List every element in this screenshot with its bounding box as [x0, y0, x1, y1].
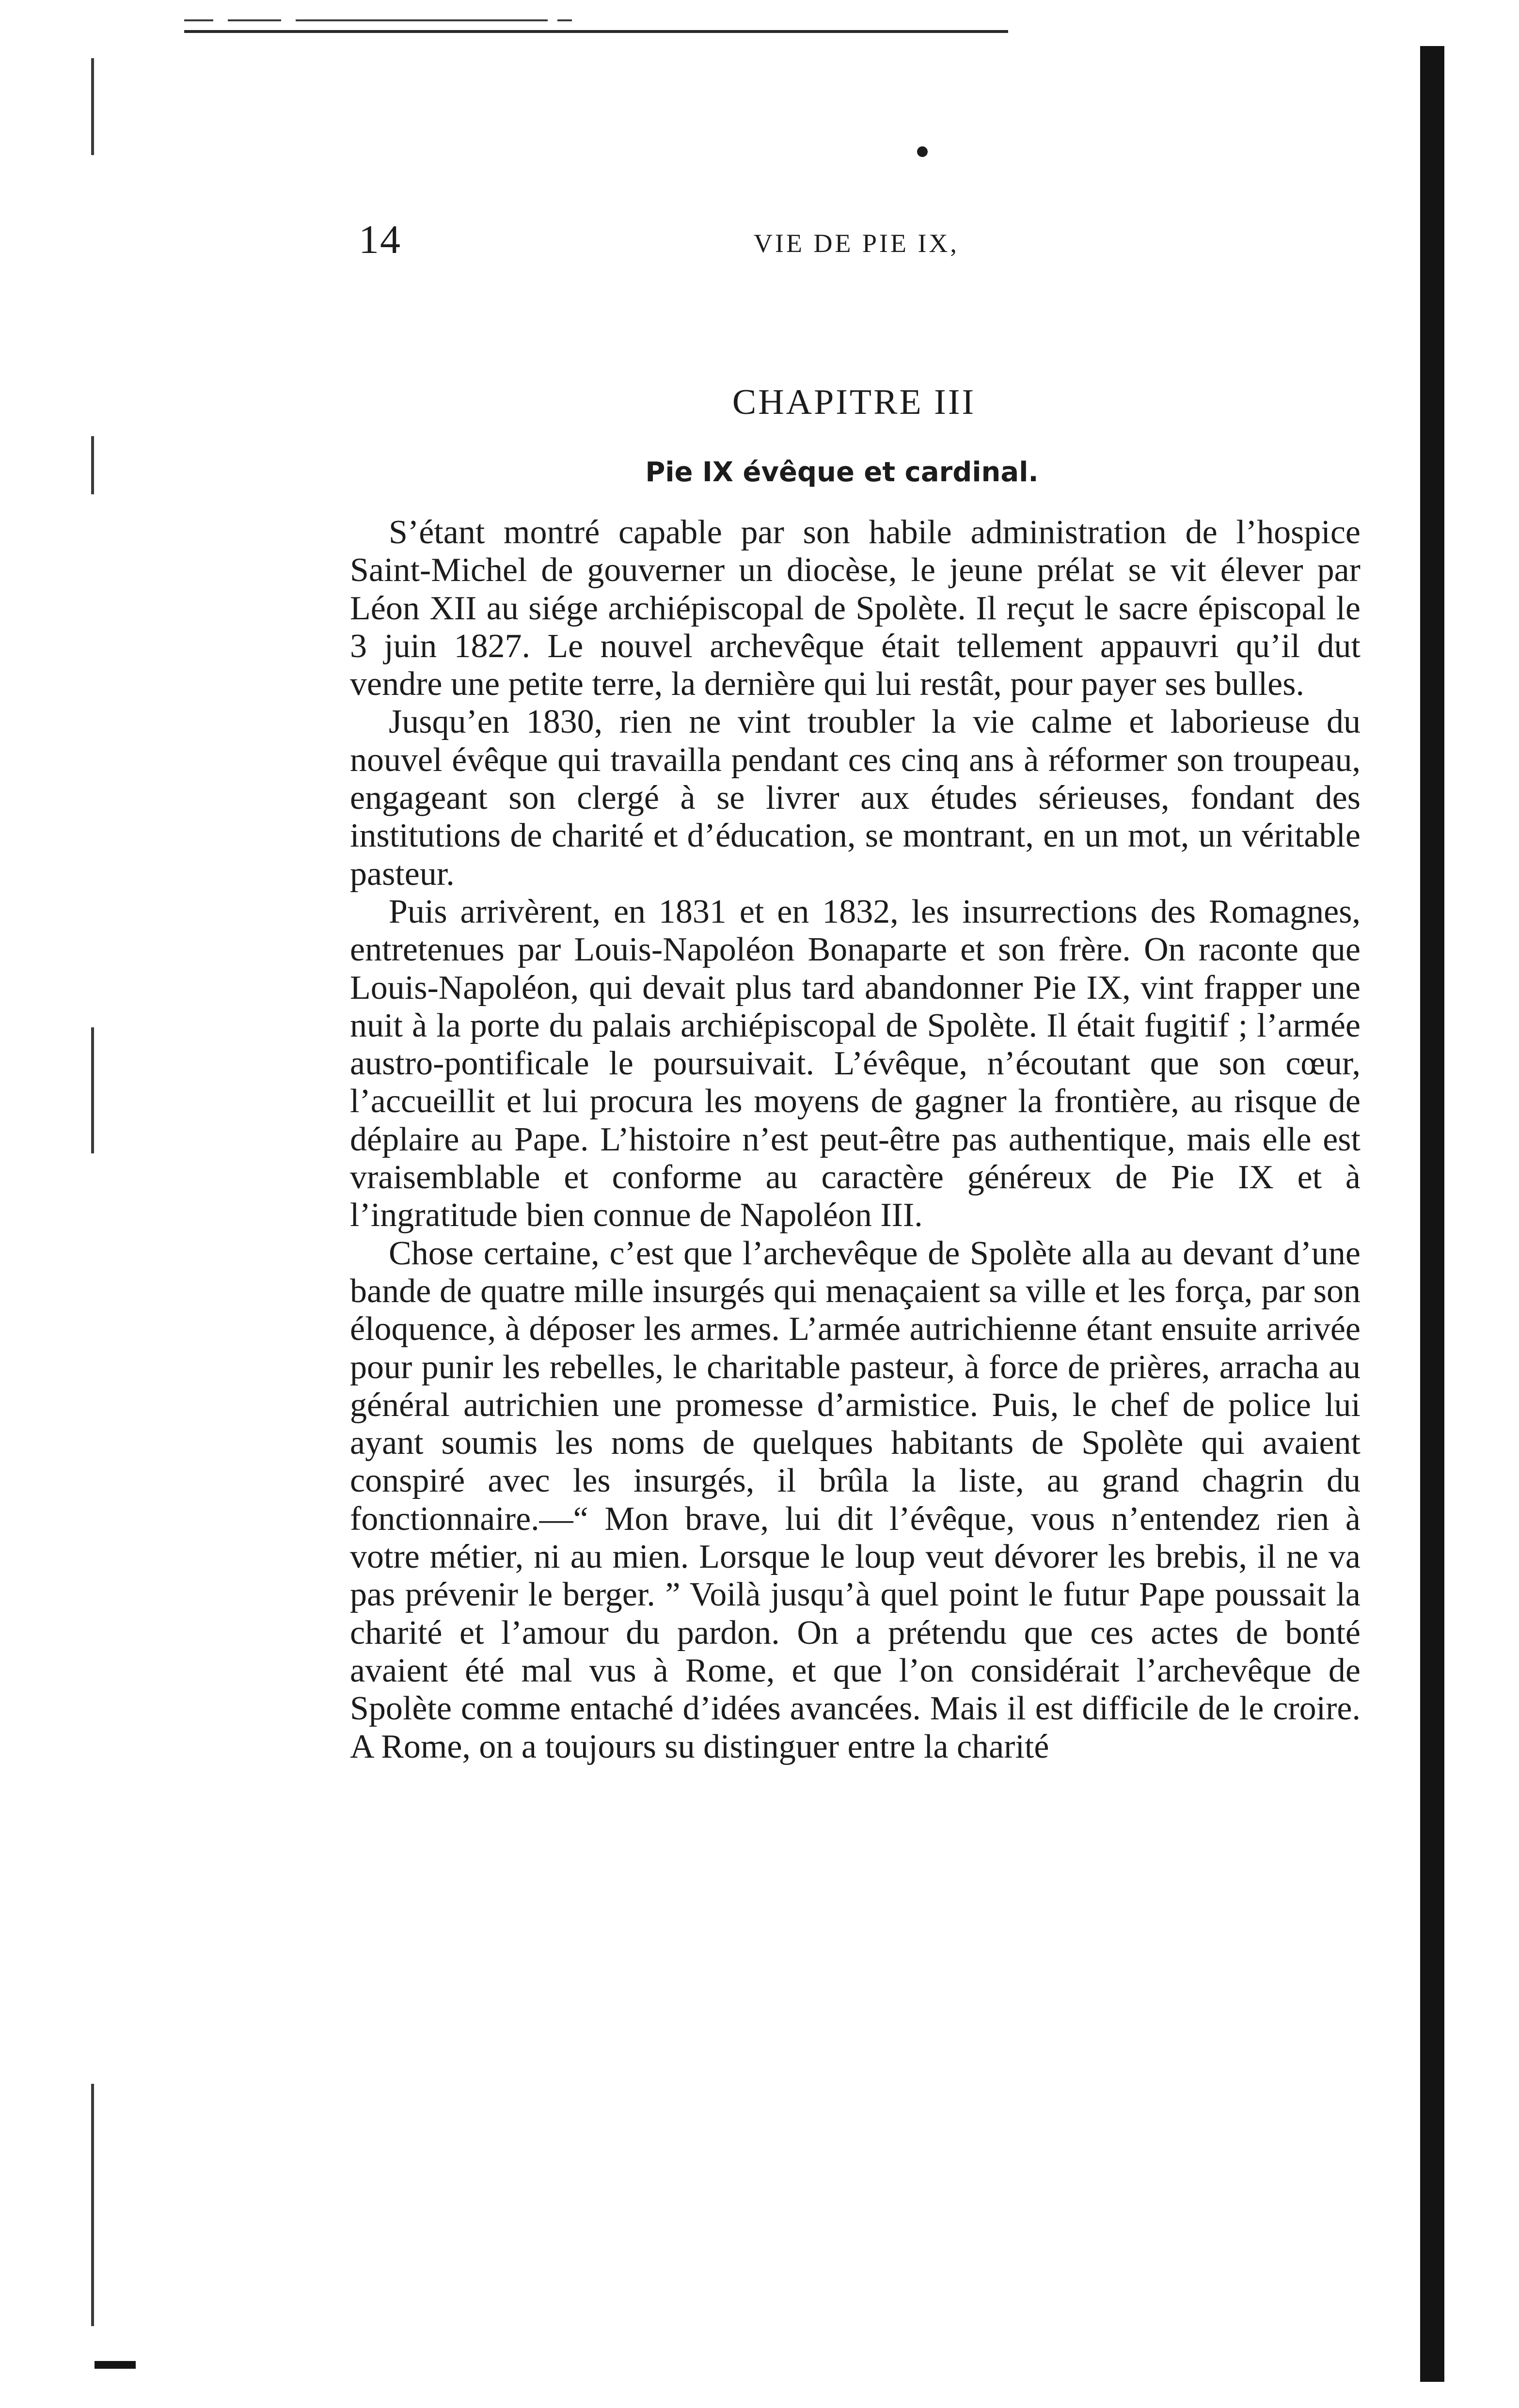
chapter-subtitle: Pie IX évêque et cardinal. — [645, 456, 1039, 488]
paragraph: Jusqu’en 1830, rien ne vint troubler la vie calme et laborieuse du nouvel évêque qui travailla pendant ces cinq ans à réformer son troupeau, engageant son clergé à se livrer aux études sérieuses, fondant des institutions de charité et d’éducation, se montrant, en un mot, un véritable pasteur. — [350, 703, 1361, 893]
scan-edge-speckle — [91, 2084, 94, 2326]
chapter-title: CHAPITRE III — [732, 382, 976, 422]
scan-dash-mark — [557, 19, 572, 21]
running-title: VIE DE PIE IX, — [754, 229, 959, 258]
scan-dash-mark — [296, 19, 548, 21]
paragraph: Puis arrivèrent, en 1831 et en 1832, les insurrections des Romagnes, entretenues par Louis-Napoléon Bonaparte et son frère. On raconte que Louis-Napoléon, qui devait plus tard abandonner Pie IX, vint frapper une nuit à la porte du palais archiépiscopal de Spolète. Il était fugitif ; l’armée austro-pontificale le poursuivait. L’évêque, n’écoutant que son cœur, l’accueillit et lui procura les moyens de gagner la frontière, au risque de déplaire au Pape. L’histoire n’est peut-être pas authentique, mais elle est vraisemblable et conforme au caractère généreux de Pie IX et à l’ingratitude bien connue de Napoléon III. — [350, 893, 1361, 1234]
scan-dash-mark — [184, 19, 213, 21]
scan-dash-mark — [228, 19, 281, 21]
body-text — [350, 514, 1361, 1766]
scan-border-line — [184, 30, 1008, 33]
running-head — [0, 213, 1519, 271]
paragraph: Chose certaine, c’est que l’archevêque de Spolète alla au devant d’une bande de quatre mille insurgés qui menaçaient sa ville et les força, par son éloquence, à déposer les armes. L’armée autrichienne étant ensuite arrivée pour punir les rebelles, le charitable pasteur, à force de prières, arracha au général autrichien une promesse d’armistice. Puis, le chef de police lui ayant soumis les noms de quelques habitants de Spolète qui avaient conspiré avec les insurgés, il brûla la liste, au grand chagrin du fonctionnaire.—“ Mon brave, lui dit l’évêque, vous n’entendez rien à votre métier, ni au mien. Lorsque le loup veut dévorer les brebis, il ne va pas prévenir le berger. ” Voilà jusqu’à quel point le futur Pape poussait la charité et l’amour du pardon. On a prétendu que ces actes de bonté avaient été mal vus à Rome, et que l’on considérait l’archevêque de Spolète comme entaché d’idées avancées. Mais il est difficile de le croire. A Rome, on a toujours su distinguer entre la charité — [350, 1234, 1361, 1765]
scan-corner-mark — [95, 2361, 136, 2369]
ink-dot — [917, 146, 928, 157]
scan-edge-speckle — [91, 1027, 94, 1153]
scan-edge-speckle — [91, 58, 94, 155]
page-number: 14 — [359, 217, 401, 262]
paragraph: S’étant montré capable par son habile administration de l’hospice Saint-Michel de gouverner un diocèse, le jeune prélat se vit élever par Léon XII au siége archiépiscopal de Spolète. Il reçut le sacre épiscopal le 3 juin 1827. Le nouvel archevêque était tellement appauvri qu’il dut vendre une petite terre, la dernière qui lui restât, pour payer ses bulles. — [350, 514, 1361, 703]
